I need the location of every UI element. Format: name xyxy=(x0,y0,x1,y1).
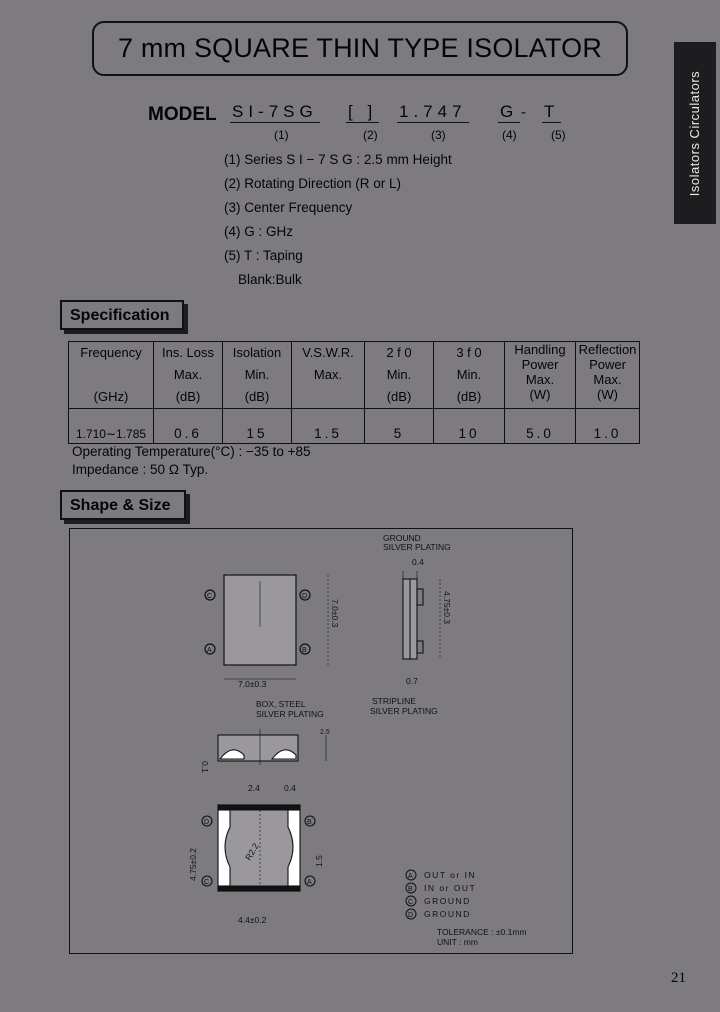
radius-label: R2.2 xyxy=(243,841,261,862)
port-label-c: C xyxy=(204,879,210,886)
port-label-b: B xyxy=(302,647,307,654)
model-index: (2) xyxy=(363,128,378,142)
legend-text: GROUND xyxy=(424,896,471,906)
specification-table xyxy=(68,341,640,444)
legend-port: D xyxy=(408,912,414,919)
ground-plating-label: GROUND xyxy=(383,533,421,543)
column-header: 2 f 0 Min. (dB) xyxy=(365,342,434,409)
dim-24: 2.4 xyxy=(248,783,260,793)
port-label-a: A xyxy=(307,879,312,886)
model-label: MODEL xyxy=(148,104,217,125)
box-steel-label: BOX, STEEL xyxy=(256,699,306,709)
port-label-d: D xyxy=(204,819,210,826)
section-side-tab xyxy=(674,42,716,224)
dim-44: 4.4±0.2 xyxy=(238,915,267,925)
impedance: Impedance : 50 Ω Typ. xyxy=(72,462,209,477)
legend xyxy=(406,870,476,919)
dim-height: 7.0±0.3 xyxy=(330,599,340,628)
table-cell: 10 xyxy=(434,409,505,444)
model-part-frequency: 1.747 xyxy=(399,102,467,121)
box-steel-label: SILVER PLATING xyxy=(256,709,324,719)
note-line: (3) Center Frequency xyxy=(224,200,353,215)
dim-25: 2.5 xyxy=(320,729,330,736)
table-cell: 5 xyxy=(365,409,434,444)
column-header: 3 f 0 Min. (dB) xyxy=(434,342,505,409)
specification-heading: Specification xyxy=(60,300,184,330)
note-line: Blank:Bulk xyxy=(238,272,302,287)
model-part-unit: G xyxy=(500,102,519,121)
table-cell: 5.0 xyxy=(505,409,576,444)
note-line: (1) Series S I − 7 S G : 2.5 mm Height xyxy=(224,152,452,167)
legend-port: B xyxy=(408,886,413,893)
tolerance: TOLERANCE : ±0.1mm xyxy=(437,927,527,937)
table-cell: 1.0 xyxy=(576,409,640,444)
specification-notes xyxy=(72,443,311,479)
note-line: (2) Rotating Direction (R or L) xyxy=(224,176,402,191)
dimension-drawing xyxy=(69,528,573,954)
dim-thickness-top: 0.4 xyxy=(412,557,424,567)
dim-15: 1.5 xyxy=(314,855,324,867)
dim-side-height: 4.75±0.3 xyxy=(442,591,452,625)
unit: UNIT : mm xyxy=(437,937,478,947)
note-line: (5) T : Taping xyxy=(224,248,303,263)
column-header: Reflection Power Max. (W) xyxy=(576,342,640,409)
model-index: (5) xyxy=(551,128,566,142)
dim-01: 0.1 xyxy=(200,761,210,773)
column-header: Frequency (GHz) xyxy=(69,342,154,409)
section-view xyxy=(218,729,326,765)
shape-size-heading: Shape & Size xyxy=(60,490,186,520)
column-header: V.S.W.R. Max. xyxy=(292,342,365,409)
column-header: Ins. Loss Max. (dB) xyxy=(154,342,223,409)
model-separator: - xyxy=(521,104,526,121)
port-label-a: A xyxy=(207,647,212,654)
stripline-label: SILVER PLATING xyxy=(370,706,438,716)
note-line: (4) G : GHz xyxy=(224,224,294,239)
legend-port: C xyxy=(408,899,414,906)
top-view xyxy=(205,575,328,679)
table-cell: 15 xyxy=(223,409,292,444)
legend-port: A xyxy=(408,873,413,880)
side-tab-label: Isolators Circulators xyxy=(687,70,703,196)
model-notes xyxy=(224,148,452,292)
model-part-direction: [ ] xyxy=(348,102,378,121)
operating-temperature: Operating Temperature(°C) : −35 to +85 xyxy=(72,444,311,459)
dim-04-bottom: 0.4 xyxy=(284,783,296,793)
column-header: Handling Power Max. (W) xyxy=(505,342,576,409)
model-index: (3) xyxy=(431,128,446,142)
table-cell: 1.5 xyxy=(292,409,365,444)
table-cell: 1.710∼1.785 xyxy=(69,409,154,444)
dim-width: 7.0±0.3 xyxy=(238,679,267,689)
table-row xyxy=(69,409,640,444)
legend-text: GROUND xyxy=(424,909,471,919)
legend-text: IN or OUT xyxy=(424,883,477,893)
side-view xyxy=(403,571,440,659)
dim-07: 0.7 xyxy=(406,676,418,686)
page-title: 7 mm SQUARE THIN TYPE ISOLATOR xyxy=(92,21,628,76)
ground-plating-label: SILVER PLATING xyxy=(383,542,451,552)
model-part-series: SI-7SG xyxy=(232,102,318,121)
stripline-label: STRIPLINE xyxy=(372,696,416,706)
table-cell: 0.6 xyxy=(154,409,223,444)
port-label-d: D xyxy=(302,593,308,600)
dim-475-bottom: 4.75±0.2 xyxy=(188,847,198,881)
port-label-c: C xyxy=(207,593,213,600)
page-number: 21 xyxy=(671,970,686,986)
column-header: Isolation Min. (dB) xyxy=(223,342,292,409)
model-index: (4) xyxy=(502,128,517,142)
model-index: (1) xyxy=(274,128,289,142)
port-label-b: B xyxy=(307,819,312,826)
model-part-taping: T xyxy=(544,102,560,121)
legend-text: OUT or IN xyxy=(424,870,477,880)
